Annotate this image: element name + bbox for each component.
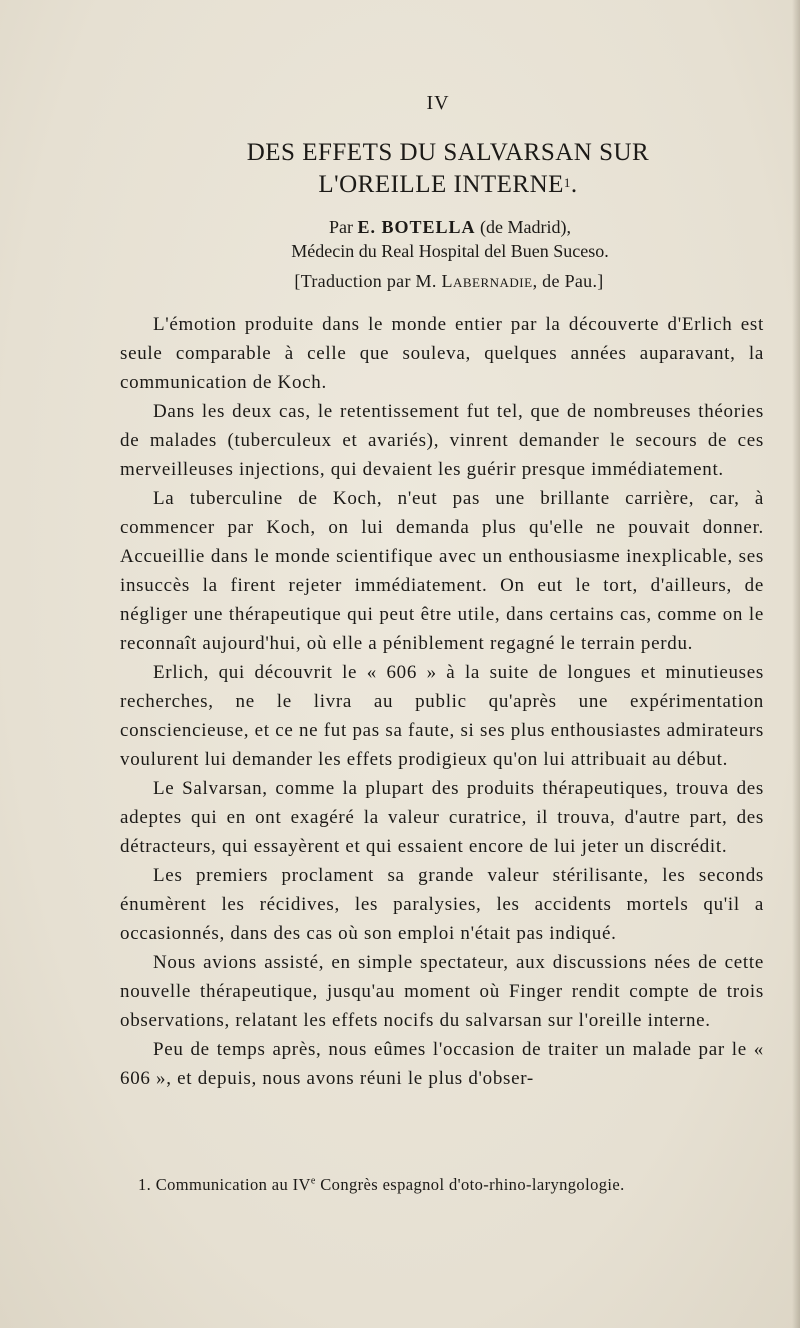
translation-credit [134, 269, 764, 293]
chapter-number: IV [426, 92, 450, 114]
paragraph: Dans les deux cas, le retentissement fut tel, que de nombreuses théories de malades (tuberculeux et avariés), vinrent demander le secours de ces merveilleuses injections, qui devaient les guérir presque immédiatement. [120, 401, 764, 480]
footnote-number: 1. [138, 1175, 152, 1194]
author-origin: (de Madrid), [480, 217, 571, 237]
article-title [132, 137, 764, 201]
paragraph: La tuberculine de Koch, n'eut pas une brillante carrière, car, à commencer par Koch, on lui demanda plus qu'elle ne pouvait donner. Accueillie dans le monde scientifique avec un enthousiasme inexplicable, ses insuccès la firent rejeter immédiatement. On eut le tort, d'ailleurs, de négliger une thérapeutique qui peut être utile, dans certains cas, comme on le reconnaît aujourd'hui, où elle a péniblement regagné le terrain perdu. [120, 488, 764, 654]
footnote-superscript: e [310, 1175, 316, 1187]
page-content [120, 92, 764, 1093]
author-name: E. BOTELLA [357, 217, 476, 237]
title-footnote-marker: 1 [563, 175, 571, 190]
byline [136, 215, 764, 263]
title-line-2 [132, 169, 764, 201]
paragraph: Erlich, qui découvrit le « 606 » à la suite de longues et minutieuses recherches, ne le livra au public qu'après une expérimentation consciencieuse, et ce ne fut pas sa faute, si ses plus enthousiastes admirateurs voulurent lui demander les effets prodigieux qu'on lui attribuait au début. [120, 662, 764, 770]
title-line-2-end: . [570, 171, 578, 198]
translation-suffix: , de Pau.] [532, 271, 604, 291]
paragraph: Peu de temps après, nous eûmes l'occasion de traiter un malade par le « 606 », et depuis, nous avons réuni le plus d'obser- [120, 1039, 764, 1089]
title-line-2-text: L'OREILLE INTERNE [318, 171, 564, 198]
footnote-text-end: Congrès espagnol d'oto-rhino-laryngologie. [315, 1175, 625, 1194]
translation-prefix: [Traduction par M. [294, 271, 437, 291]
page-edge-shadow [792, 0, 800, 1328]
translator-name: Labernadie [441, 271, 533, 291]
paragraph: Nous avions assisté, en simple spectateur, aux discussions nées de cette nouvelle thérapeutique, jusqu'au moment où Finger rendit compte de trois observations, relatant les effets nocifs du salvarsan sur l'oreille interne. [120, 952, 764, 1031]
author-position: Médecin du Real Hospital del Buen Suceso. [291, 241, 609, 261]
article-body [120, 310, 764, 1093]
footnote [138, 1175, 764, 1195]
footnote-text: Communication au IV [155, 1175, 311, 1194]
paragraph: Le Salvarsan, comme la plupart des produits thérapeutiques, trouva des adeptes qui en ont exagéré la valeur curatrice, il trouva, d'autre part, des détracteurs, qui essayèrent et qui essaient encore de lui jeter un discrédit. [120, 778, 764, 857]
byline-author-line [136, 215, 764, 239]
byline-prefix: Par [328, 217, 353, 237]
paragraph: Les premiers proclament sa grande valeur stérilisante, les seconds énumèrent les récidives, les paralysies, les accidents mortels qu'il a occasionnés, dans des cas où son emploi n'était pas indiqué. [120, 865, 764, 944]
title-line-1: DES EFFETS DU SALVARSAN SUR [246, 139, 650, 166]
paragraph: L'émotion produite dans le monde entier par la découverte d'Erlich est seule comparable à celle que souleva, quelques années auparavant, la communication de Koch. [120, 314, 764, 393]
